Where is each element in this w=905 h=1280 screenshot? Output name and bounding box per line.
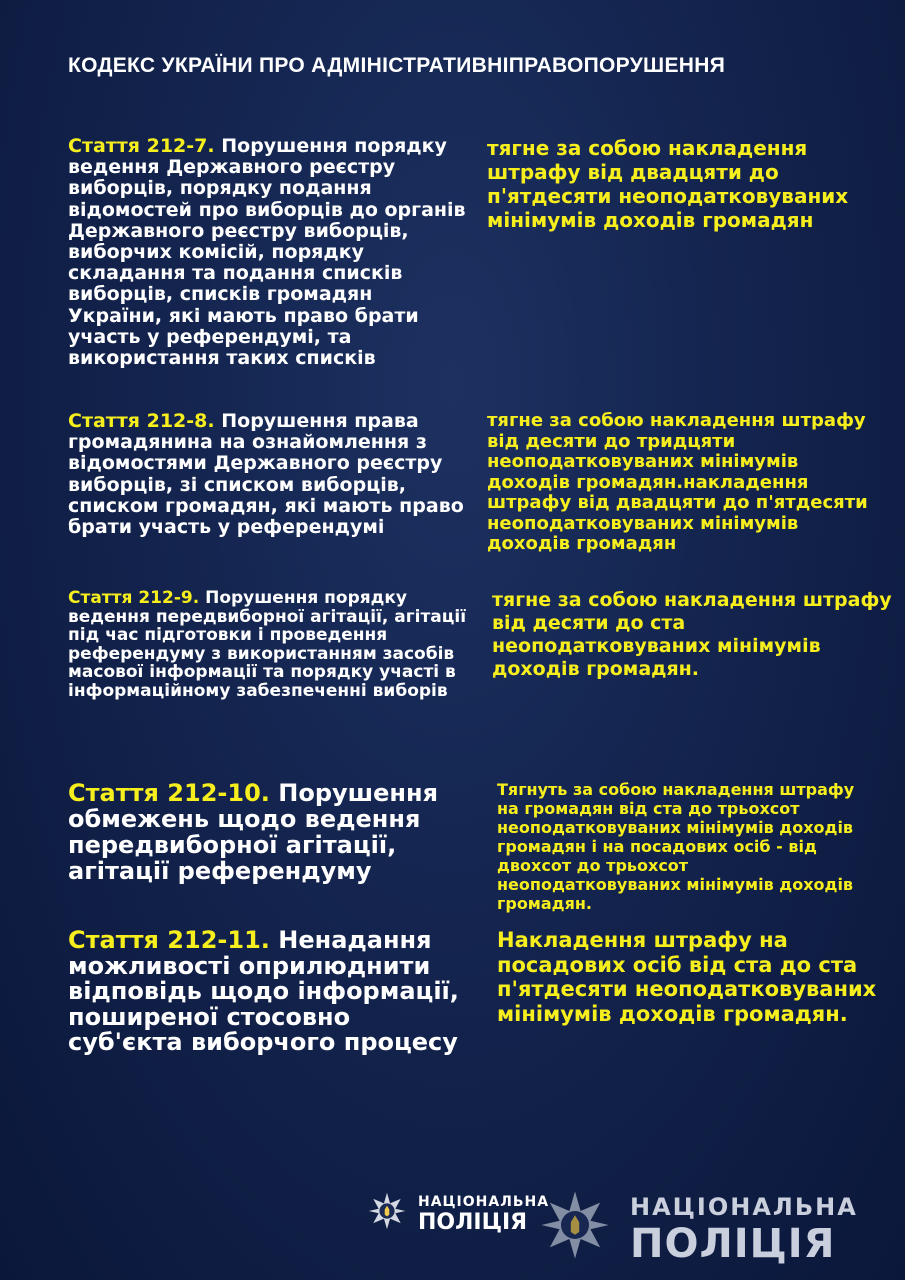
article-number: Стаття 212-10. [68, 779, 270, 807]
article-description [68, 136, 468, 369]
logo-line2: ПОЛІЦІЯ [630, 1221, 836, 1267]
article-text: Порушення порядку ведення Державного реєстру виборців, порядку подання відомостей про виборців до органів Державного реєстру виборців, виборчих комісій, порядку складання та подання списків виборців, списків громадян України, які мають право брати участь у референдумі, та використання таких списків [68, 135, 466, 370]
article-penalty: тягне за собою накладення штрафу від десяти до ста неоподатковуваних мінімумів доходів громадян. [492, 589, 892, 680]
article-penalty: Тягнуть за собою накладення штрафу на громадян від ста до трьохсот неоподатковуваних мінімумів доходів громадян і на посадових осіб - від двохсот до трьохсот неоподатковуваних мінімумів доходів громадян. [497, 780, 855, 913]
article-text: Ненадання можливості оприлюднити відповідь щодо інформації, поширеної стосовно суб'єкта виборчого процесу [68, 926, 459, 1056]
article-penalty: Накладення штрафу на посадових осіб від ста до ста п'ятдесяти неоподатковуваних мінімумів доходів громадян. [497, 928, 877, 1026]
article-number: Стаття 212-11. [68, 926, 270, 954]
logo-line1: НАЦІОНАЛЬНА [630, 1193, 858, 1221]
police-star-icon [540, 1190, 610, 1260]
article-description [68, 780, 468, 884]
article-text: Порушення порядку ведення передвиборної агітації, агітації під час підготовки і проведення референдуму з використанням засобів масової інформації та порядку участі в інформаційному забезпеченні виборів [68, 588, 467, 701]
article-text: Порушення права громадянина на ознайомлення з відомостями Державного реєстру виборців, зі списком виборців, списком громадян, які мають право брати участь у референдумі [68, 410, 464, 539]
article-text: Порушення обмежень щодо ведення передвиборної агітації, агітації референдуму [68, 779, 438, 885]
article-description [68, 589, 468, 700]
police-star-icon [368, 1192, 406, 1230]
police-logo-small [368, 1188, 558, 1238]
article-number: Стаття 212-7. [68, 135, 215, 157]
logo-line1: НАЦІОНАЛЬНА [418, 1194, 550, 1210]
article-penalty: тягне за собою накладення штрафу від десяти до тридцяти неоподатковуваних мінімумів доходів громадян.накладення штрафу від двадцяти до п'ятдесяти неоподатковуваних мінімумів доходів громадян [487, 410, 868, 554]
page-title: КОДЕКС УКРАЇНИ ПРО АДМІНІСТРАТИВНІПРАВОПОРУШЕННЯ [68, 54, 726, 77]
logo-line2: ПОЛІЦІЯ [418, 1210, 528, 1235]
article-number: Стаття 212-8. [68, 410, 215, 432]
article-number: Стаття 212-9. [68, 588, 200, 608]
article-description [68, 411, 468, 538]
police-logo-large [540, 1185, 880, 1270]
article-penalty: тягне за собою накладення штрафу від двадцяти до п'ятдесяти неоподатковуваних мінімумів доходів громадян [487, 136, 849, 232]
article-description [68, 928, 468, 1056]
